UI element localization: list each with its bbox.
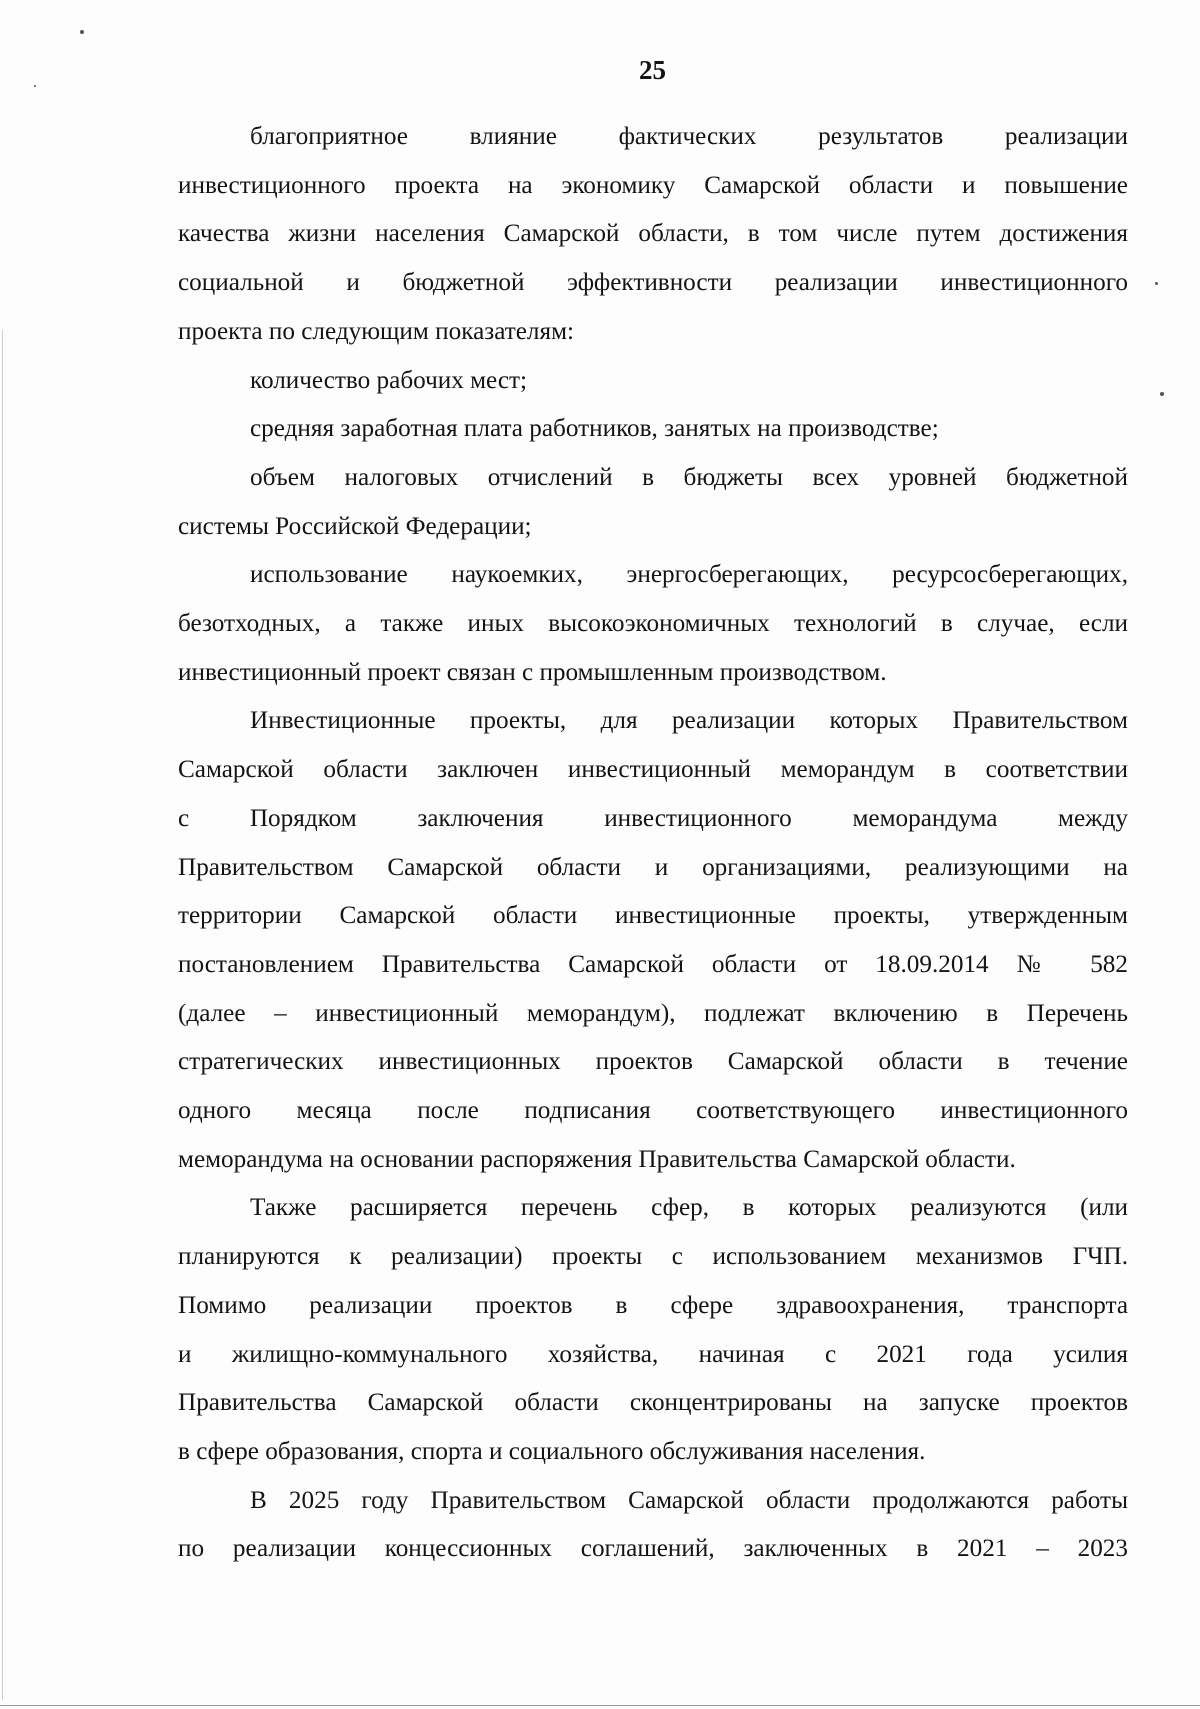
text-line: по реализации концессионных соглашений, заключенных в 2021 – 2023 bbox=[178, 1535, 1128, 1563]
scan-edge-left bbox=[2, 330, 3, 1700]
text-line: объем налоговых отчислений в бюджеты всех уровней бюджетной bbox=[250, 463, 1128, 491]
text-line: средняя заработная плата работников, занятых на производстве; bbox=[250, 415, 939, 443]
scan-speck bbox=[1155, 282, 1158, 285]
body-text bbox=[178, 113, 1128, 1574]
text-line: Правительства Самарской области сконцентрированы на запуске проектов bbox=[178, 1389, 1128, 1417]
page-number: 25 bbox=[639, 55, 666, 85]
text-line: (далее – инвестиционный меморандум), подлежат включению в Перечень bbox=[178, 999, 1128, 1027]
text-line: с Порядком заключения инвестиционного меморандума между bbox=[178, 804, 1128, 832]
text-line: проекта по следующим показателям: bbox=[178, 317, 575, 345]
scan-edge-bottom bbox=[0, 1705, 1200, 1706]
paragraph bbox=[178, 113, 1128, 357]
text-line: и жилищно-коммунального хозяйства, начиная с 2021 года усилия bbox=[178, 1340, 1128, 1368]
text-line: стратегических инвестиционных проектов Самарской области в течение bbox=[178, 1048, 1128, 1076]
paragraph bbox=[178, 357, 1128, 406]
paragraph bbox=[178, 697, 1128, 1184]
text-line: Помимо реализации проектов в сфере здравоохранения, транспорта bbox=[178, 1291, 1128, 1319]
paragraph bbox=[178, 1184, 1128, 1476]
paragraph bbox=[178, 551, 1128, 697]
text-line: количество рабочих мест; bbox=[250, 366, 528, 394]
text-line: безотходных, а также иных высокоэкономичных технологий в случае, если bbox=[178, 610, 1128, 638]
text-line: Самарской области заключен инвестиционный меморандум в соответствии bbox=[178, 756, 1128, 784]
text-line: меморандума на основании распоряжения Правительства Самарской области. bbox=[178, 1145, 1016, 1173]
paragraph bbox=[178, 454, 1128, 551]
text-line: в сфере образования, спорта и социального обслуживания населения. bbox=[178, 1437, 926, 1465]
text-line: системы Российской Федерации; bbox=[178, 512, 532, 540]
text-line: инвестиционного проекта на экономику Самарской области и повышение bbox=[178, 171, 1128, 199]
scan-speck bbox=[34, 85, 36, 87]
scan-speck bbox=[1160, 392, 1164, 396]
text-line: использование наукоемких, энергосберегающих, ресурсосберегающих, bbox=[250, 561, 1128, 589]
text-line: одного месяца после подписания соответствующего инвестиционного bbox=[178, 1097, 1128, 1125]
text-line: Инвестиционные проекты, для реализации которых Правительством bbox=[250, 707, 1128, 735]
text-line: инвестиционный проект связан с промышленным производством. bbox=[178, 658, 887, 686]
text-line: Правительством Самарской области и организациями, реализующими на bbox=[178, 853, 1128, 881]
scan-speck bbox=[80, 30, 84, 34]
text-line: социальной и бюджетной эффективности реализации инвестиционного bbox=[178, 269, 1128, 297]
text-line: В 2025 году Правительством Самарской области продолжаются работы bbox=[250, 1486, 1128, 1514]
text-line: постановлением Правительства Самарской области от 18.09.2014 № 582 bbox=[178, 950, 1128, 978]
text-line: благоприятное влияние фактических результатов реализации bbox=[250, 123, 1128, 150]
paragraph bbox=[178, 405, 1128, 454]
text-line: планируются к реализации) проекты с использованием механизмов ГЧП. bbox=[178, 1243, 1128, 1271]
text-line: Также расширяется перечень сфер, в которых реализуются (или bbox=[250, 1194, 1128, 1222]
paragraph bbox=[178, 1477, 1128, 1574]
text-line: качества жизни населения Самарской области, в том числе путем достижения bbox=[178, 220, 1128, 248]
text-line: территории Самарской области инвестиционные проекты, утвержденным bbox=[178, 902, 1128, 930]
